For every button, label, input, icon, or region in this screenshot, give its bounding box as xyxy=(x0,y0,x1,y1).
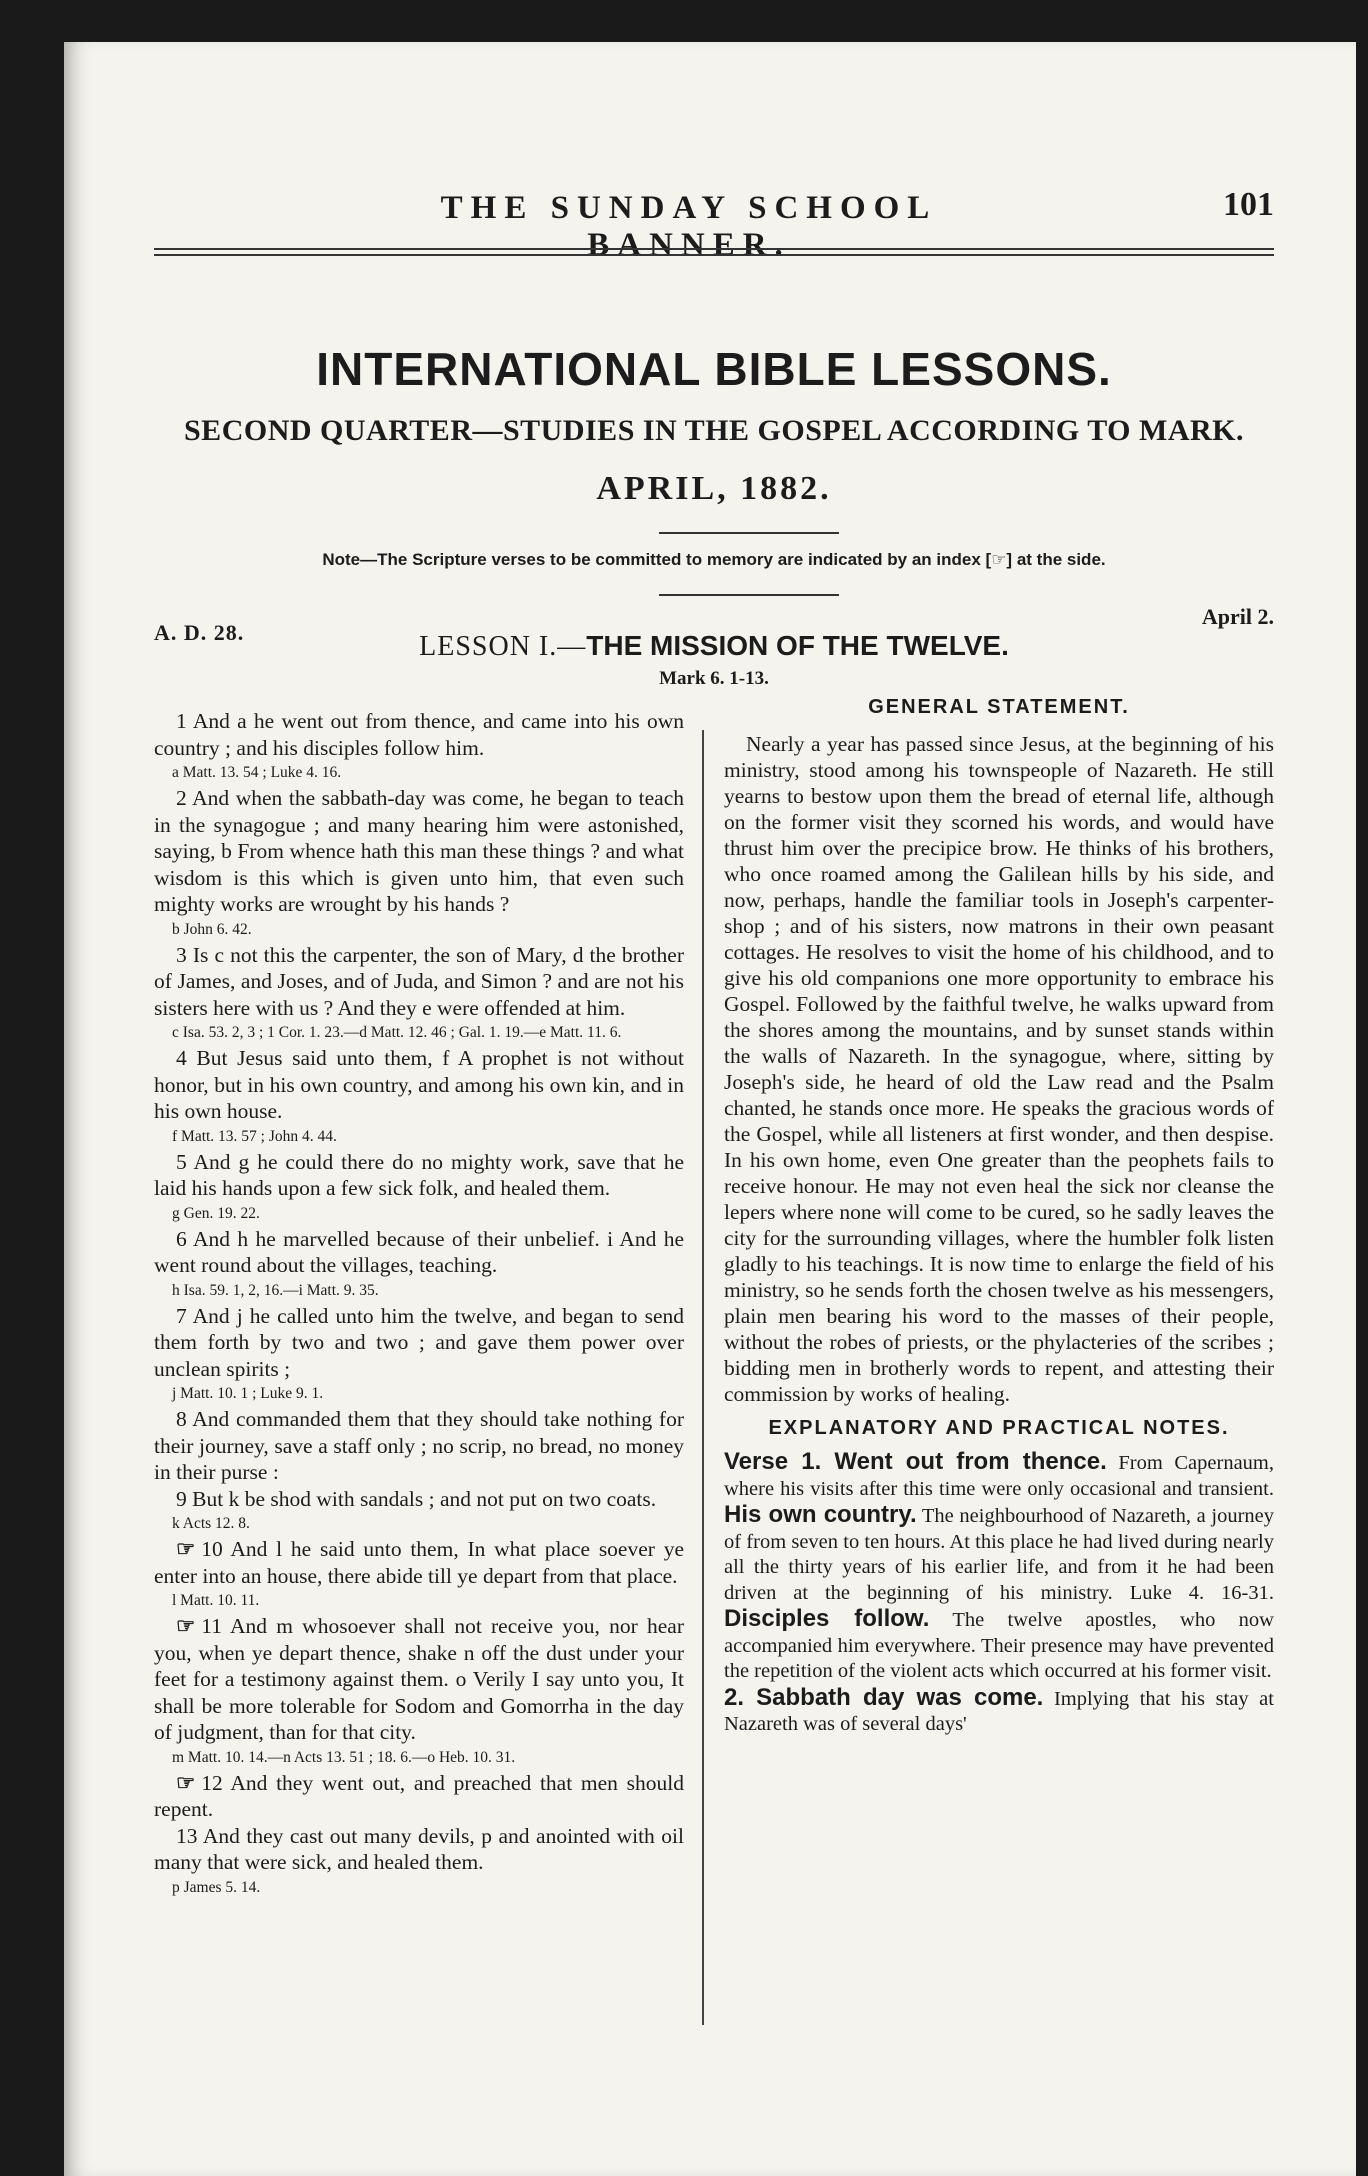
cross-reference: f Matt. 13. 57 ; John 4. 44. xyxy=(172,1127,337,1145)
verse-text: 13 And they cast out many devils, p and anointed with oil many that were sick, and healed them. xyxy=(154,1823,684,1874)
cross-reference: j Matt. 10. 1 ; Luke 9. 1. xyxy=(172,1385,324,1402)
verse-text: 1 And a he went out from thence, and came into his own country ; and his disciples follow him. xyxy=(154,709,684,760)
month-heading: APRIL, 1882. xyxy=(596,470,832,507)
verse xyxy=(154,1823,684,1876)
page xyxy=(64,42,1356,2176)
verse xyxy=(154,1149,684,1202)
commentary-column xyxy=(724,690,1274,1738)
verse xyxy=(154,942,684,1022)
verse-text: 6 And h he marvelled because of their unbelief. i And he went round about the villages, teaching. xyxy=(154,1226,684,1277)
divider xyxy=(659,532,839,534)
running-head xyxy=(154,186,1274,263)
running-title: THE SUNDAY SCHOOL BANNER. xyxy=(440,190,938,263)
note-lead: 2. Sabbath day was come. xyxy=(724,1683,1044,1711)
verse-text: 5 And g he could there do no mighty work, save that he laid his hands upon a few sick folk, and healed them. xyxy=(154,1149,684,1200)
cross-reference: m Matt. 10. 14.—n Acts 13. 51 ; 18. 6.—o Heb. 10. 31. xyxy=(172,1748,516,1766)
cross-reference: b John 6. 42. xyxy=(172,920,252,938)
verse xyxy=(154,1486,684,1513)
divider xyxy=(659,594,839,596)
verse xyxy=(154,708,684,761)
note-text: The neighbourhood of Nazareth, a journey of from seven to ten hours. At this place he had lived during nearly all the thirty years of his earlier life, and from it he had been driven at the beginning of his ministry. Luke 4. 16-31. xyxy=(724,1505,1274,1604)
header-rule xyxy=(154,248,1274,258)
cross-reference: h Isa. 59. 1, 2, 16.—i Matt. 9. 35. xyxy=(172,1281,379,1299)
pointing-hand-icon: ☞ xyxy=(176,1770,196,1795)
scripture-column xyxy=(154,708,684,1900)
verse xyxy=(154,1226,684,1279)
lesson-title xyxy=(154,630,1274,663)
note-verse-2 xyxy=(724,1685,1274,1738)
lesson-name: THE MISSION OF THE TWELVE. xyxy=(586,630,1009,661)
note-lead: His own country. xyxy=(724,1501,917,1528)
verse-text: 10 And l he said unto them, In what place soever ye enter into an house, there abide till ye depart from that place. xyxy=(154,1537,684,1588)
page-title: INTERNATIONAL BIBLE LESSONS. xyxy=(316,343,1112,395)
verse-text: 4 But Jesus said unto them, f A prophet is not without honor, but in his own country, and among his own kin, and in his own house. xyxy=(154,1046,684,1123)
cross-reference: a Matt. 13. 54 ; Luke 4. 16. xyxy=(172,764,342,781)
verse-text: 8 And commanded them that they should take nothing for their journey, save a staff only ; no scrip, no bread, no money in their purse : xyxy=(154,1407,684,1484)
cross-reference: c Isa. 53. 2, 3 ; 1 Cor. 1. 23.—d Matt. 12. 46 ; Gal. 1. 19.—e Matt. 11. 6. xyxy=(172,1024,622,1041)
verse-text: 2 And when the sabbath-day was come, he began to teach in the synagogue ; and many hearing him were astonished, saying, b From whence hath this man these things ? and what wisdom is this which is given unto him, that even such mighty works are wrought by his hands ? xyxy=(154,786,684,916)
verse-text: 11 And m whosoever shall not receive you, nor hear you, when ye depart thence, shake n off the dust under your feet for a testimony against them. o Verily I say unto you, It shall be more tolerable for Sodom and Gomorrha in the day of judgment, than for that city. xyxy=(154,1614,684,1744)
note-lead: Verse 1. Went out from thence. xyxy=(724,1448,1107,1475)
verse xyxy=(154,1613,684,1746)
general-statement-text: Nearly a year has passed since Jesus, at the beginning of his ministry, stood among his townspeople of Nazareth. He still yearns to bestow upon them the bread of eternal life, although on the former visit they scorned his words, and would have thrust him over the precipice brow. He thinks of his brothers, who once roamed among the Galilean hills by his side, and now, perhaps, handle the familiar tools in Joseph's carpenter-shop ; and of his sisters, now matrons in their own peasant cottages. He resolves to visit the home of his childhood, and to give his old companions one more opportunity to embrace his Gospel. Followed by the faithful twelve, he walks upward from the shores among the mountains, and by sunset stands within the walls of Nazareth. In the synagogue, where, sitting by Joseph's side, he heard of old the Law read and the Psalm chanted, he stands once more. He speaks the gracious words of the Gospel, while all listeners at first wonder, and then despise. In his own home, even One greater than the peophets fails to receive honour. He may not even heal the sick nor cleanse the lepers where none will come to be cured, so he sadly leaves the city for the surrounding villages, where the humbler folk listen gladly to his teachings. It is now time to enlarge the field of his ministry, so he sends forth the chosen twelve as his messengers, plain men bearing his word to the masses of their people, without the robes of priests, or the phylacteries of the scribes ; bidding men in brotherly words to repent, and attesting their commission by works of healing. xyxy=(724,732,1274,1406)
general-statement-heading: GENERAL STATEMENT. xyxy=(868,696,1130,718)
note-text: From Capernaum, where his visits after this time were only occasional and transient. xyxy=(724,1452,1274,1500)
verse-text: 9 But k be shod with sandals ; and not put on two coats. xyxy=(176,1486,657,1511)
verse-text: 7 And j he called unto him the twelve, and began to send them forth by two and two ; and gave them power over unclean spirits ; xyxy=(154,1303,684,1381)
verse xyxy=(154,1406,684,1486)
lesson-label: LESSON I.— xyxy=(419,631,587,662)
verse xyxy=(154,1770,684,1823)
verse xyxy=(154,1536,684,1589)
column-divider xyxy=(702,730,704,2025)
verse xyxy=(154,1303,684,1383)
verse xyxy=(154,1045,684,1125)
verse-text: 3 Is c not this the carpenter, the son of Mary, d the brother of James, and Joses, and of Juda, and Simon ? and are not his sisters here with us ? And they e were offended at him. xyxy=(154,942,684,1020)
cross-reference: l Matt. 10. 11. xyxy=(172,1592,260,1609)
page-subtitle: SECOND QUARTER—STUDIES IN THE GOSPEL ACCORDING TO MARK. xyxy=(184,414,1244,447)
pointing-hand-icon: ☞ xyxy=(176,1537,196,1561)
cross-reference: g Gen. 19. 22. xyxy=(172,1204,260,1222)
page-number: 101 xyxy=(1223,186,1274,223)
note-verse-1 xyxy=(724,1449,1274,1685)
note-text: The twelve apostles, who now accompanied him everywhere. Their presence may have prevented the repetition of the violent acts which occurred at his former visit. xyxy=(724,1609,1274,1682)
lesson-year: A. D. 28. xyxy=(154,620,245,645)
pointing-hand-icon: ☞ xyxy=(176,1614,196,1638)
verse-text: 12 And they went out, and preached that men should repent. xyxy=(154,1770,684,1821)
memory-note: Note—The Scripture verses to be committed to memory are indicated by an index [☞] at the side. xyxy=(322,550,1106,569)
lesson-date: April 2. xyxy=(1201,604,1274,629)
cross-reference: p James 5. 14. xyxy=(172,1878,261,1896)
note-lead: Disciples follow. xyxy=(724,1605,930,1632)
lesson-reference: Mark 6. 1-13. xyxy=(659,668,769,689)
verse xyxy=(154,785,684,918)
cross-reference: k Acts 12. 8. xyxy=(172,1515,250,1532)
note-text: Implying that his stay at Nazareth was of several days' xyxy=(724,1687,1274,1735)
notes-heading: EXPLANATORY AND PRACTICAL NOTES. xyxy=(768,1417,1230,1439)
